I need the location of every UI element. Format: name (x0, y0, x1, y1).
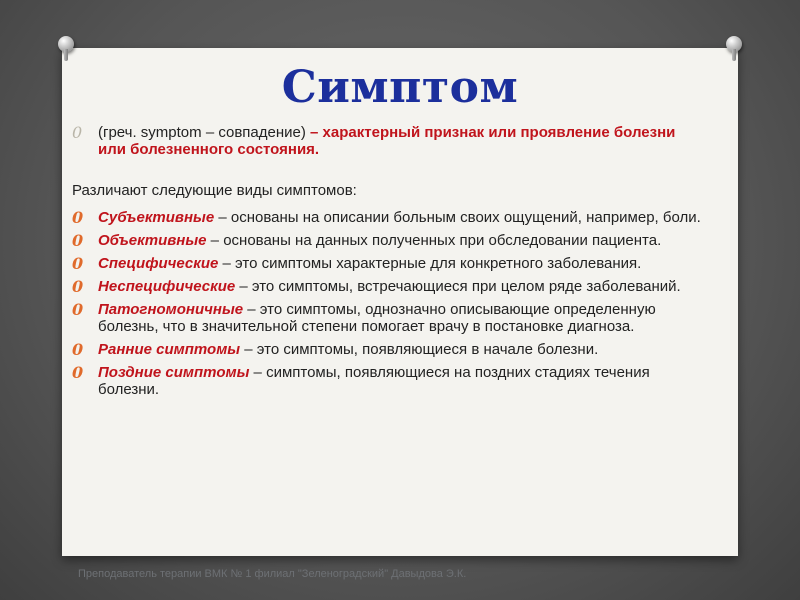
list-item (72, 255, 702, 272)
definition-item (72, 124, 702, 158)
definition-emphasis: – характерный признак или проявление болезни или болезненного состояния. (98, 124, 676, 158)
bullet-marker-icon: 0 (72, 123, 83, 142)
slide-title: Симптом (281, 62, 519, 113)
item-term: Субъективные (98, 209, 215, 226)
item-text: – основаны на данных полученных при обследовании пациента. (206, 232, 662, 249)
item-text: – это симптомы характерные для конкретного заболевания. (218, 255, 642, 272)
bullet-marker-icon: 0 (72, 363, 84, 382)
list-item (72, 209, 702, 226)
pushpin-icon (58, 36, 74, 62)
bullet-marker-icon: 0 (72, 340, 84, 359)
item-text: – симптомы, появляющиеся на поздних стадиях течения болезни. (98, 364, 650, 398)
list-item (72, 278, 702, 295)
bullet-marker-icon: 0 (72, 300, 84, 319)
item-term: Неспецифические (98, 278, 236, 295)
item-term: Ранние симптомы (98, 341, 241, 358)
pushpin-icon (726, 36, 742, 62)
bullet-marker-icon: 0 (72, 277, 84, 296)
item-text: – это симптомы, встречающиеся при целом ряде заболеваний. (235, 278, 681, 295)
list-item (72, 341, 702, 358)
item-text: – это симптомы, однозначно описывающие определенную болезнь, что в значительной степени помогает врачу в постановке диагноза. (98, 301, 656, 335)
list-item (72, 364, 702, 398)
bullet-marker-icon: 0 (72, 231, 84, 250)
intro-text: Различают следующие виды симптомов: (72, 182, 357, 199)
slide-content (72, 124, 702, 404)
list-item (72, 232, 702, 249)
item-term: Объективные (98, 232, 207, 249)
footer-text: Преподаватель терапии ВМК № 1 филиал "Зеленоградский" Давыдова Э.К. (78, 568, 467, 580)
definition-plain: (греч. symptom – совпадение) (98, 124, 306, 141)
item-text: – основаны на описании больным своих ощущений, например, боли. (214, 209, 701, 226)
list-item (72, 301, 702, 335)
item-text: – это симптомы, появляющиеся в начале болезни. (240, 341, 599, 358)
bullet-marker-icon: 0 (72, 254, 84, 273)
item-term: Специфические (98, 255, 219, 272)
item-term: Поздние симптомы (98, 364, 250, 381)
bullet-marker-icon: 0 (72, 208, 84, 227)
item-term: Патогномоничные (98, 301, 244, 318)
